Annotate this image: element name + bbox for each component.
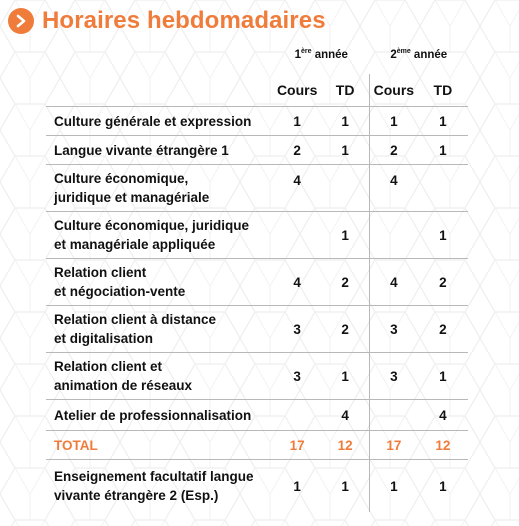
table-row xyxy=(46,136,468,165)
cell-value: 1 xyxy=(321,353,369,400)
total-value: 17 xyxy=(273,431,321,460)
row-label: Culture générale et expression xyxy=(46,107,273,136)
cell-value xyxy=(273,400,321,431)
table-row xyxy=(46,259,468,306)
cell-value: 1 xyxy=(321,212,369,259)
year2-header: 2ème année xyxy=(390,48,448,62)
cell-value: 2 xyxy=(418,259,468,306)
row-label: Relation client à distance et digitalisation xyxy=(46,306,273,353)
table-row xyxy=(46,306,468,353)
total-value: 17 xyxy=(370,431,418,460)
year1-header: 1ère année xyxy=(294,48,348,62)
cell-value: 2 xyxy=(418,306,468,353)
title-row xyxy=(8,6,326,36)
cell-value xyxy=(370,400,418,431)
row-label: Atelier de professionnalisation xyxy=(46,400,273,431)
sub-header-row xyxy=(46,74,468,107)
cell-value: 1 xyxy=(321,107,369,136)
chevron-right-icon xyxy=(8,8,34,34)
cell-value: 1 xyxy=(418,107,468,136)
total-label: TOTAL xyxy=(46,431,273,460)
table-row xyxy=(46,353,468,400)
row-label: Relation client et négociation-vente xyxy=(46,259,273,306)
cell-value: 4 xyxy=(273,259,321,306)
cell-value xyxy=(370,212,418,259)
table-row xyxy=(46,165,468,212)
cell-value: 1 xyxy=(370,107,418,136)
page-title: Horaires hebdomadaires xyxy=(42,7,326,34)
schedule-table xyxy=(46,40,468,512)
cell-value: 4 xyxy=(273,165,321,212)
table-row xyxy=(46,212,468,259)
cell-value: 2 xyxy=(273,136,321,165)
cell-value: 1 xyxy=(273,460,321,513)
cell-value: 2 xyxy=(321,306,369,353)
cell-value: 4 xyxy=(370,259,418,306)
cell-value: 3 xyxy=(370,353,418,400)
cell-value: 2 xyxy=(321,259,369,306)
row-label: Culture économique, juridique et managériale xyxy=(46,165,273,212)
cell-value: 2 xyxy=(370,136,418,165)
cell-value xyxy=(418,165,468,212)
cell-value: 1 xyxy=(418,353,468,400)
cell-value: 1 xyxy=(418,460,468,513)
row-label: Relation client et animation de réseaux xyxy=(46,353,273,400)
cell-value: 1 xyxy=(418,212,468,259)
cell-value: 3 xyxy=(273,353,321,400)
row-label: Culture économique, juridique et managériale appliquée xyxy=(46,212,273,259)
cell-value: 3 xyxy=(273,306,321,353)
total-value: 12 xyxy=(418,431,468,460)
table-row xyxy=(46,107,468,136)
cell-value: 1 xyxy=(273,107,321,136)
cell-value xyxy=(321,165,369,212)
cell-value: 4 xyxy=(418,400,468,431)
sub-header-cours: Cours xyxy=(276,82,318,98)
table-row xyxy=(46,400,468,431)
cell-value: 1 xyxy=(321,460,369,513)
sub-header-td: TD xyxy=(433,82,453,98)
row-label: Enseignement facultatif langue vivante étrangère 2 (Esp.) xyxy=(46,460,273,513)
cell-value: 4 xyxy=(370,165,418,212)
cell-value: 1 xyxy=(370,460,418,513)
total-value: 12 xyxy=(321,431,369,460)
cell-value: 1 xyxy=(418,136,468,165)
sub-header-cours: Cours xyxy=(370,74,418,107)
cell-value: 3 xyxy=(370,306,418,353)
year-header-row xyxy=(46,40,468,74)
table-row xyxy=(46,460,468,513)
total-row xyxy=(46,431,468,460)
sub-header-td: TD xyxy=(335,82,355,98)
cell-value xyxy=(273,212,321,259)
row-label: Langue vivante étrangère 1 xyxy=(46,136,273,165)
cell-value: 4 xyxy=(321,400,369,431)
cell-value: 1 xyxy=(321,136,369,165)
